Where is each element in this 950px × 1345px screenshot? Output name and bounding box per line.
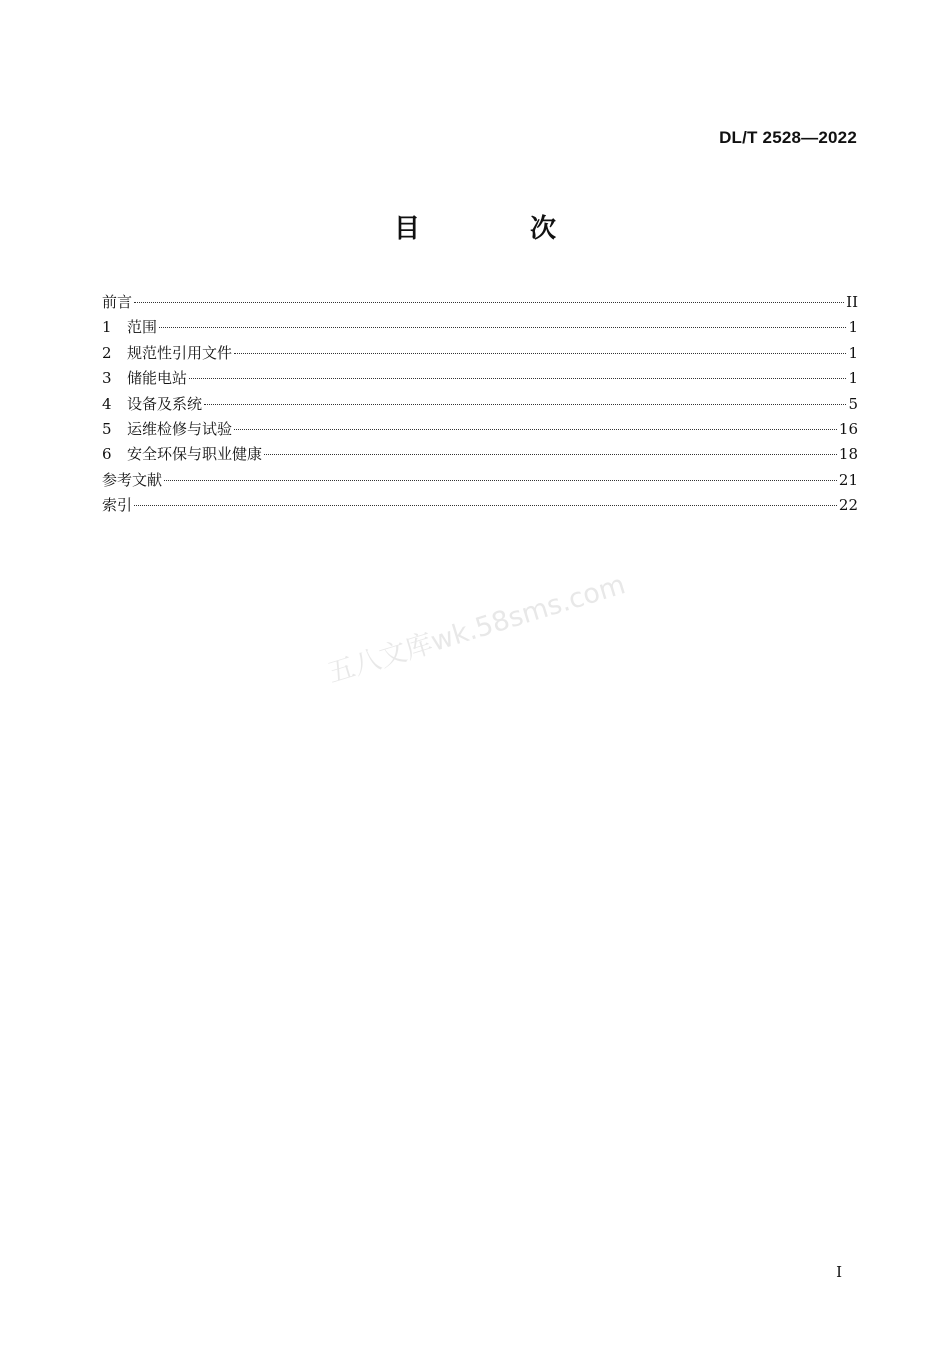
toc-entry-number: 6 xyxy=(102,445,112,464)
toc-leader-dots xyxy=(234,353,846,354)
toc-entry-page: 22 xyxy=(838,496,858,515)
toc-entry-number: 3 xyxy=(102,369,112,388)
toc-entry-maintenance-testing[interactable] xyxy=(102,417,858,442)
toc-leader-dots xyxy=(134,302,844,303)
toc-entry-text: 安全环保与职业健康 xyxy=(127,445,263,464)
standard-code: DL/T 2528—2022 xyxy=(719,128,857,147)
toc-entry-energy-storage-station[interactable] xyxy=(102,366,858,391)
toc-entry-equipment-systems[interactable] xyxy=(102,392,858,417)
toc-entry-text: 设备及系统 xyxy=(127,394,203,413)
toc-entry-text: 前言 xyxy=(102,293,133,311)
toc-entry-foreword[interactable] xyxy=(102,290,858,315)
toc-entry-scope[interactable] xyxy=(102,315,858,340)
toc-leader-dots xyxy=(159,327,846,328)
toc-leader-dots xyxy=(164,480,837,481)
toc-entry-text: 运维检修与试验 xyxy=(127,419,233,438)
toc-entry-page: 1 xyxy=(848,369,858,388)
toc-entry-number: 2 xyxy=(102,343,112,362)
toc-entry-text: 储能电站 xyxy=(127,369,188,388)
toc-entry-index[interactable] xyxy=(102,493,858,518)
toc-list xyxy=(102,290,858,519)
toc-entry-normative-references[interactable] xyxy=(102,341,858,366)
toc-entry-text: 索引 xyxy=(102,496,133,515)
toc-title: 目 次 xyxy=(393,214,598,244)
toc-leader-dots xyxy=(204,404,846,405)
toc-entry-page: 21 xyxy=(838,470,858,489)
toc-entry-page: 1 xyxy=(848,343,858,362)
toc-entry-page: 5 xyxy=(848,394,858,413)
toc-leader-dots xyxy=(189,378,846,379)
watermark: 五八文库wk.58sms.com xyxy=(324,569,629,690)
toc-entry-number: 4 xyxy=(102,394,112,413)
toc-entry-safety-environment-health[interactable] xyxy=(102,442,858,467)
toc-entry-page: 18 xyxy=(838,445,858,464)
toc-entry-number: 1 xyxy=(102,318,112,337)
toc-leader-dots xyxy=(264,454,837,455)
page-number: I xyxy=(836,1263,842,1281)
toc-entry-number: 5 xyxy=(102,419,112,438)
toc-entry-page: 16 xyxy=(838,419,858,438)
toc-entry-text: 规范性引用文件 xyxy=(127,343,233,362)
toc-leader-dots xyxy=(234,429,837,430)
toc-entry-page: II xyxy=(846,293,858,311)
toc-entry-page: 1 xyxy=(848,318,858,337)
toc-entry-text: 参考文献 xyxy=(102,470,163,489)
toc-entry-text: 范围 xyxy=(127,318,158,337)
toc-leader-dots xyxy=(134,505,837,506)
toc-entry-bibliography[interactable] xyxy=(102,468,858,493)
